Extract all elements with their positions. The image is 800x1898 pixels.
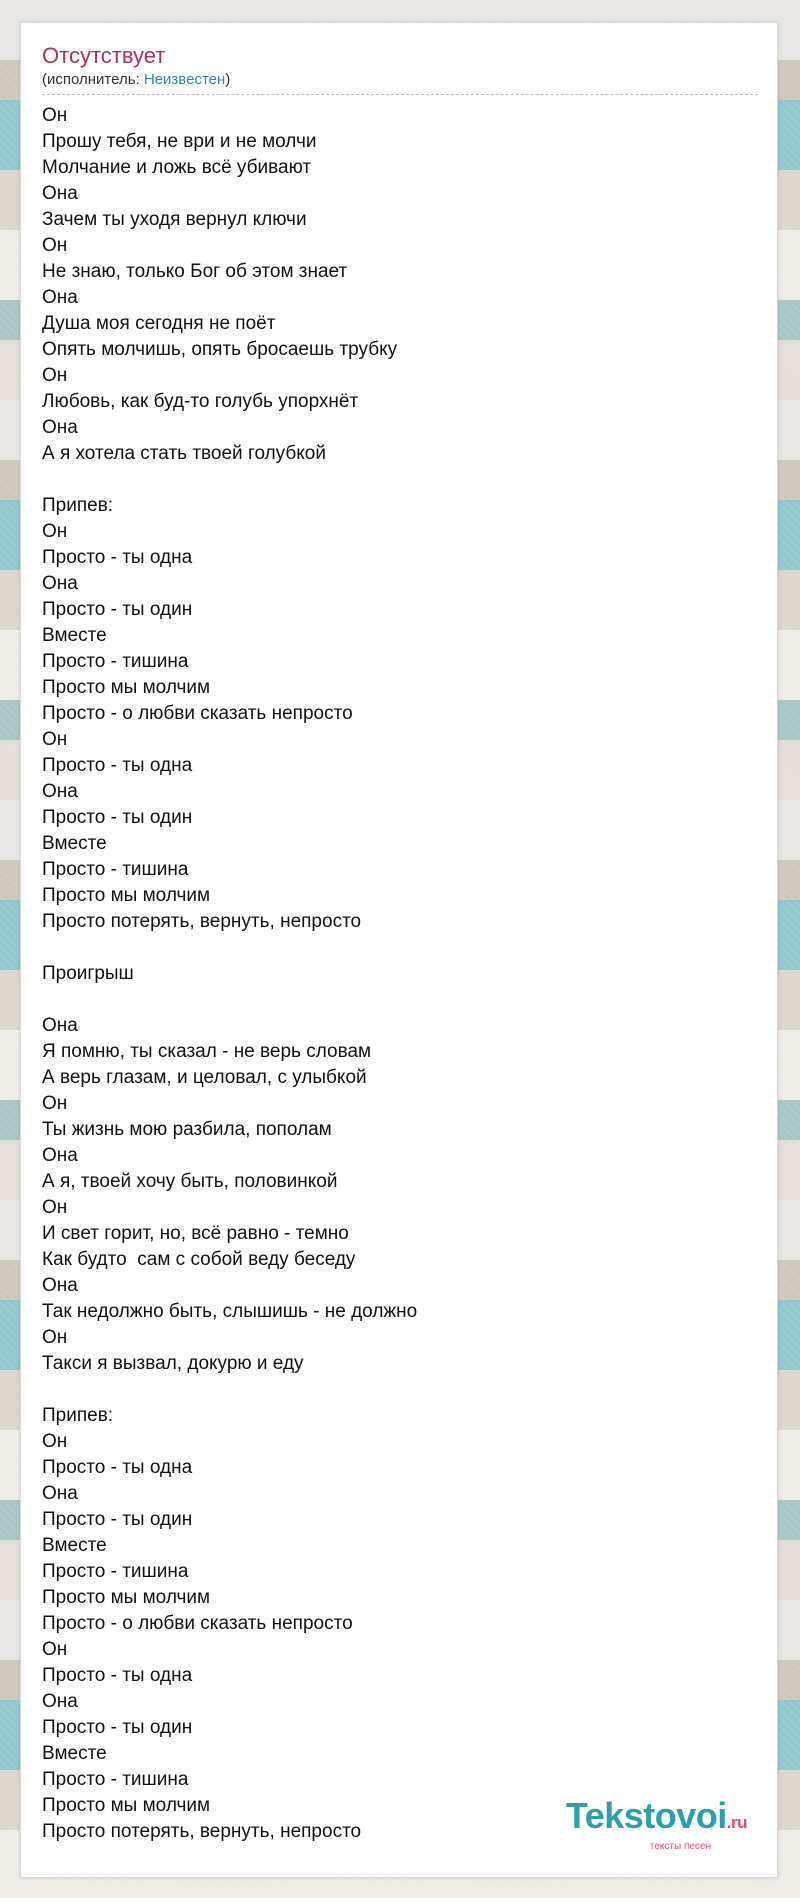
lyrics-line: Он bbox=[42, 1639, 68, 1660]
lyrics-line: Вместе bbox=[42, 1743, 107, 1764]
lyrics-line: Она bbox=[42, 287, 78, 308]
lyrics-line: Припев: bbox=[42, 1405, 114, 1426]
lyrics-line: Он bbox=[42, 1197, 68, 1218]
lyrics-line: Просто - ты один bbox=[42, 1717, 193, 1738]
lyrics-line: Просто - ты один bbox=[42, 599, 193, 620]
lyrics-line: Он bbox=[42, 729, 68, 750]
lyrics-line: Он bbox=[42, 235, 68, 256]
site-logo[interactable] bbox=[565, 1795, 747, 1853]
lyrics-line: Просто мы молчим bbox=[42, 677, 211, 698]
lyrics-blank-line bbox=[42, 1377, 758, 1403]
song-title: Отсутствует bbox=[42, 43, 166, 68]
lyrics-line: Просто - ты одна bbox=[42, 1457, 193, 1478]
lyrics-line: Вместе bbox=[42, 625, 107, 646]
lyrics-line: Я помню, ты сказал - не верь словам bbox=[42, 1041, 372, 1062]
lyrics-line: А я хотела стать твоей голубкой bbox=[42, 443, 326, 464]
lyrics-line: Она bbox=[42, 1015, 78, 1036]
lyrics-line: Он bbox=[42, 365, 68, 386]
lyrics-line: Просто - тишина bbox=[42, 859, 189, 880]
lyrics-blank-line bbox=[42, 987, 758, 1013]
lyrics-line: Просто - ты одна bbox=[42, 1665, 193, 1686]
lyrics-line: А я, твоей хочу быть, половинкой bbox=[42, 1171, 338, 1192]
lyrics-line: Она bbox=[42, 1691, 78, 1712]
lyrics-line: Такси я вызвал, докурю и еду bbox=[42, 1353, 304, 1374]
lyrics-line: Просто мы молчим bbox=[42, 1587, 211, 1608]
performer-link[interactable]: Неизвестен bbox=[143, 71, 226, 88]
performer-suffix: ) bbox=[225, 71, 231, 88]
lyrics-line: Так недолжно быть, слышишь - не должно bbox=[42, 1301, 418, 1322]
lyrics-line: Просто мы молчим bbox=[42, 885, 211, 906]
lyrics-text bbox=[42, 103, 758, 1845]
lyrics-line: Он bbox=[42, 1093, 68, 1114]
lyrics-line: Он bbox=[42, 1431, 68, 1452]
lyrics-blank-line bbox=[42, 467, 758, 493]
lyrics-line: Просто - о любви сказать непросто bbox=[42, 1613, 353, 1634]
lyrics-line: Просто - ты одна bbox=[42, 755, 193, 776]
lyrics-line: Опять молчишь, опять бросаешь трубку bbox=[42, 339, 398, 360]
lyrics-line: Зачем ты уходя вернул ключи bbox=[42, 209, 307, 230]
lyrics-line: Она bbox=[42, 1483, 78, 1504]
logo-tld: .ru bbox=[726, 1813, 747, 1832]
lyrics-line: Прошу тебя, не ври и не молчи bbox=[42, 131, 317, 152]
lyrics-line: Просто мы молчим bbox=[42, 1795, 211, 1816]
song-header bbox=[42, 42, 758, 95]
lyrics-line: Просто потерять, вернуть, непросто bbox=[42, 911, 362, 932]
lyrics-line: Она bbox=[42, 573, 78, 594]
lyrics-line: Припев: bbox=[42, 495, 114, 516]
lyrics-line: Он bbox=[42, 105, 68, 126]
lyrics-line: Молчание и ложь всё убивают bbox=[42, 157, 312, 178]
lyrics-line: Просто - ты одна bbox=[42, 547, 193, 568]
lyrics-line: Она bbox=[42, 1275, 78, 1296]
lyrics-card bbox=[20, 22, 778, 1878]
lyrics-line: Как будто сам с собой веду беседу bbox=[42, 1249, 356, 1270]
performer-prefix: (исполнитель: bbox=[42, 71, 144, 88]
performer-line bbox=[42, 70, 758, 90]
lyrics-line: Просто потерять, вернуть, непросто bbox=[42, 1821, 362, 1842]
lyrics-line: Ты жизнь мою разбила, пополам bbox=[42, 1119, 332, 1140]
lyrics-line: Просто - тишина bbox=[42, 1769, 189, 1790]
lyrics-line: Она bbox=[42, 417, 78, 438]
lyrics-line: Она bbox=[42, 183, 78, 204]
lyrics-line: Просто - тишина bbox=[42, 651, 189, 672]
lyrics-line: Она bbox=[42, 1145, 78, 1166]
lyrics-line: Просто - тишина bbox=[42, 1561, 189, 1582]
lyrics-line: Он bbox=[42, 521, 68, 542]
lyrics-line: Просто - ты один bbox=[42, 1509, 193, 1530]
lyrics-line: Не знаю, только Бог об этом знает bbox=[42, 261, 348, 282]
lyrics-line: А верь глазам, и целовал, с улыбкой bbox=[42, 1067, 367, 1088]
lyrics-line: Вместе bbox=[42, 1535, 107, 1556]
logo-tagline: тексты песен bbox=[649, 1841, 711, 1852]
lyrics-line: Любовь, как буд-то голубь упорхнёт bbox=[42, 391, 359, 412]
lyrics-line: И свет горит, но, всё равно - темно bbox=[42, 1223, 349, 1244]
lyrics-blank-line bbox=[42, 935, 758, 961]
lyrics-line: Она bbox=[42, 781, 78, 802]
lyrics-line: Просто - о любви сказать непросто bbox=[42, 703, 353, 724]
lyrics-line: Просто - ты один bbox=[42, 807, 193, 828]
lyrics-line: Он bbox=[42, 1327, 68, 1348]
lyrics-line: Проигрыш bbox=[42, 963, 134, 984]
lyrics-line: Душа моя сегодня не поёт bbox=[42, 313, 276, 334]
lyrics-line: Вместе bbox=[42, 833, 107, 854]
logo-name: Tekstovoi bbox=[565, 1795, 727, 1836]
